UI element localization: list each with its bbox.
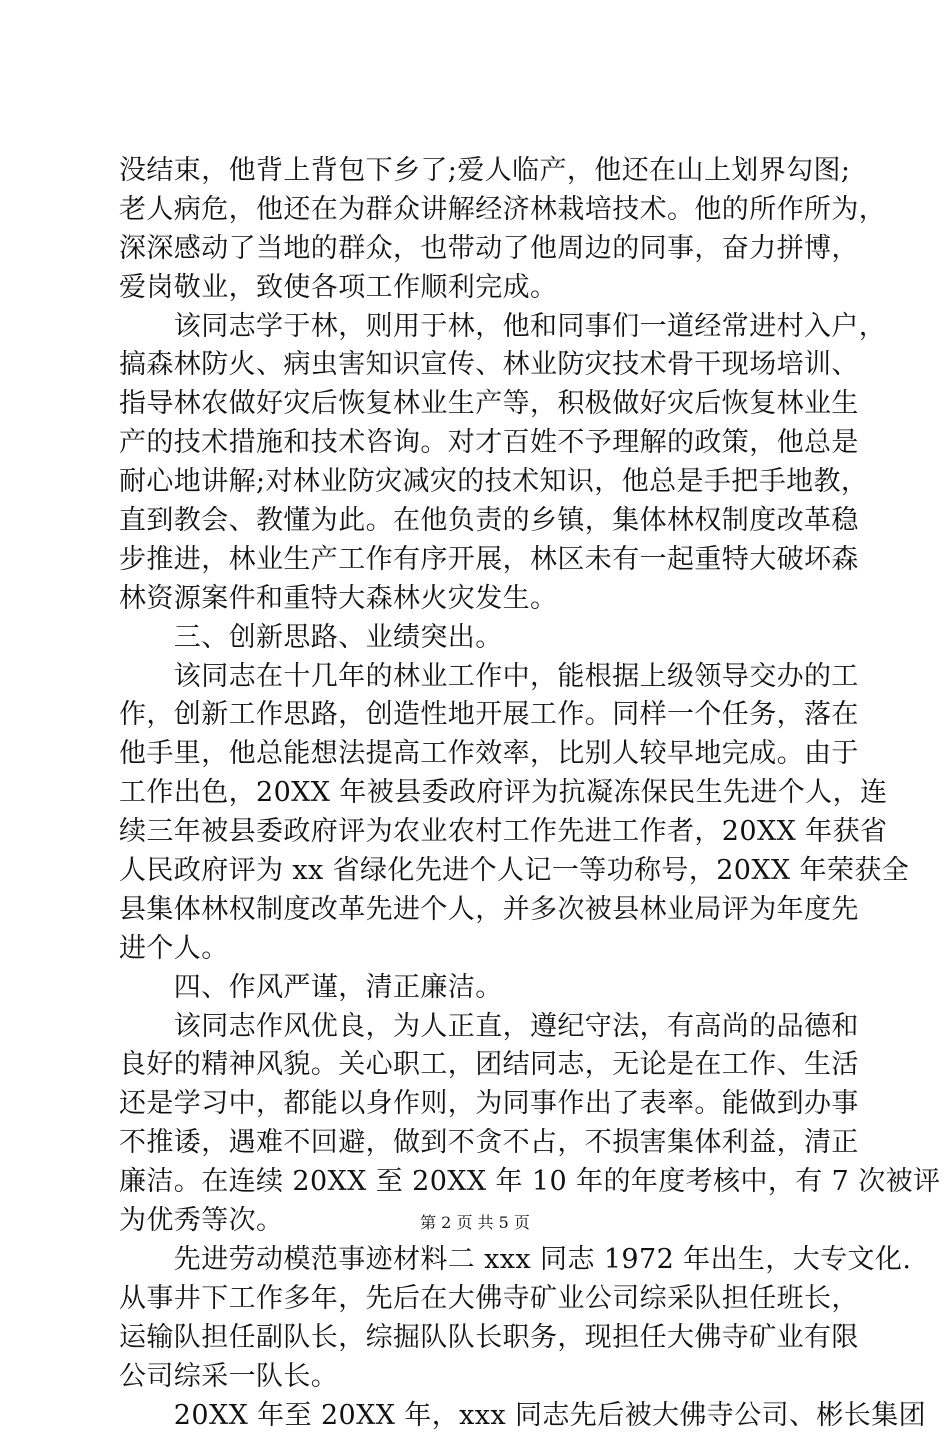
text-line: 四、作风严谨，清正廉洁。 <box>119 969 835 1008</box>
text-line: 先进劳动模范事迹材料二 xxx 同志 1972 年出生，大专文化. <box>119 1241 835 1280</box>
text-line: 搞森林防火、病虫害知识宣传、林业防灾技术骨干现场培训、 <box>119 346 835 385</box>
text-line: 良好的精神风貌。关心职工，团结同志，无论是在工作、生活 <box>119 1046 835 1085</box>
text-line: 耐心地讲解;对林业防灾减灾的技术知识，他总是手把手地教， <box>119 463 835 502</box>
text-line: 该同志在十几年的林业工作中，能根据上级领导交办的工 <box>119 658 835 697</box>
text-line: 直到教会、教懂为此。在他负责的乡镇，集体林权制度改革稳 <box>119 502 835 541</box>
text-line: 进个人。 <box>119 930 835 969</box>
text-line: 为优秀等次。 <box>119 1202 835 1241</box>
text-line: 运输队担任副队长，综掘队队长职务，现担任大佛寺矿业有限 <box>119 1319 835 1358</box>
text-line: 续三年被县委政府评为农业农村工作先进工作者，20XX 年获省 <box>119 813 835 852</box>
text-line: 还是学习中，都能以身作则，为同事作出了表率。能做到办事 <box>119 1085 835 1124</box>
text-line: 该同志学于林，则用于林，他和同事们一道经常进村入户， <box>119 308 835 347</box>
text-line: 林资源案件和重特大森林火灾发生。 <box>119 580 835 619</box>
text-line: 老人病危，他还在为群众讲解经济林栽培技术。他的所作所为， <box>119 191 835 230</box>
text-line: 没结束，他背上背包下乡了;爱人临产，他还在山上划界勾图; <box>119 152 835 191</box>
text-line: 产的技术措施和技术咨询。对才百姓不予理解的政策，他总是 <box>119 424 835 463</box>
text-line: 他手里，他总能想法提高工作效率，比别人较早地完成。由于 <box>119 735 835 774</box>
text-line: 20XX 年至 20XX 年，xxx 同志先后被大佛寺公司、彬长集团 <box>119 1397 835 1435</box>
text-line: 人民政府评为 xx 省绿化先进个人记一等功称号，20XX 年荣获全 <box>119 852 835 891</box>
text-line: 深深感动了当地的群众，也带动了他周边的同事，奋力拼博， <box>119 230 835 269</box>
page-footer: 第 2 页 共 5 页 <box>0 1213 950 1233</box>
text-line: 工作出色，20XX 年被县委政府评为抗凝冻保民生先进个人，连 <box>119 774 835 813</box>
text-line: 廉洁。在连续 20XX 至 20XX 年 10 年的年度考核中，有 7 次被评 <box>119 1163 835 1202</box>
text-line: 公司综采一队长。 <box>119 1358 835 1397</box>
text-line: 从事井下工作多年，先后在大佛寺矿业公司综采队担任班长， <box>119 1280 835 1319</box>
body-text <box>119 152 835 1435</box>
text-line: 爱岗敬业，致使各项工作顺利完成。 <box>119 269 835 308</box>
text-line: 三、创新思路、业绩突出。 <box>119 619 835 658</box>
text-line: 不推诿，遇难不回避，做到不贪不占，不损害集体利益，清正 <box>119 1124 835 1163</box>
text-line: 该同志作风优良，为人正直，遵纪守法，有高尚的品德和 <box>119 1008 835 1047</box>
text-line: 指导林农做好灾后恢复林业生产等，积极做好灾后恢复林业生 <box>119 385 835 424</box>
text-line: 步推进，林业生产工作有序开展，林区未有一起重特大破坏森 <box>119 541 835 580</box>
text-line: 作，创新工作思路，创造性地开展工作。同样一个任务，落在 <box>119 696 835 735</box>
text-line: 县集体林权制度改革先进个人，并多次被县林业局评为年度先 <box>119 891 835 930</box>
